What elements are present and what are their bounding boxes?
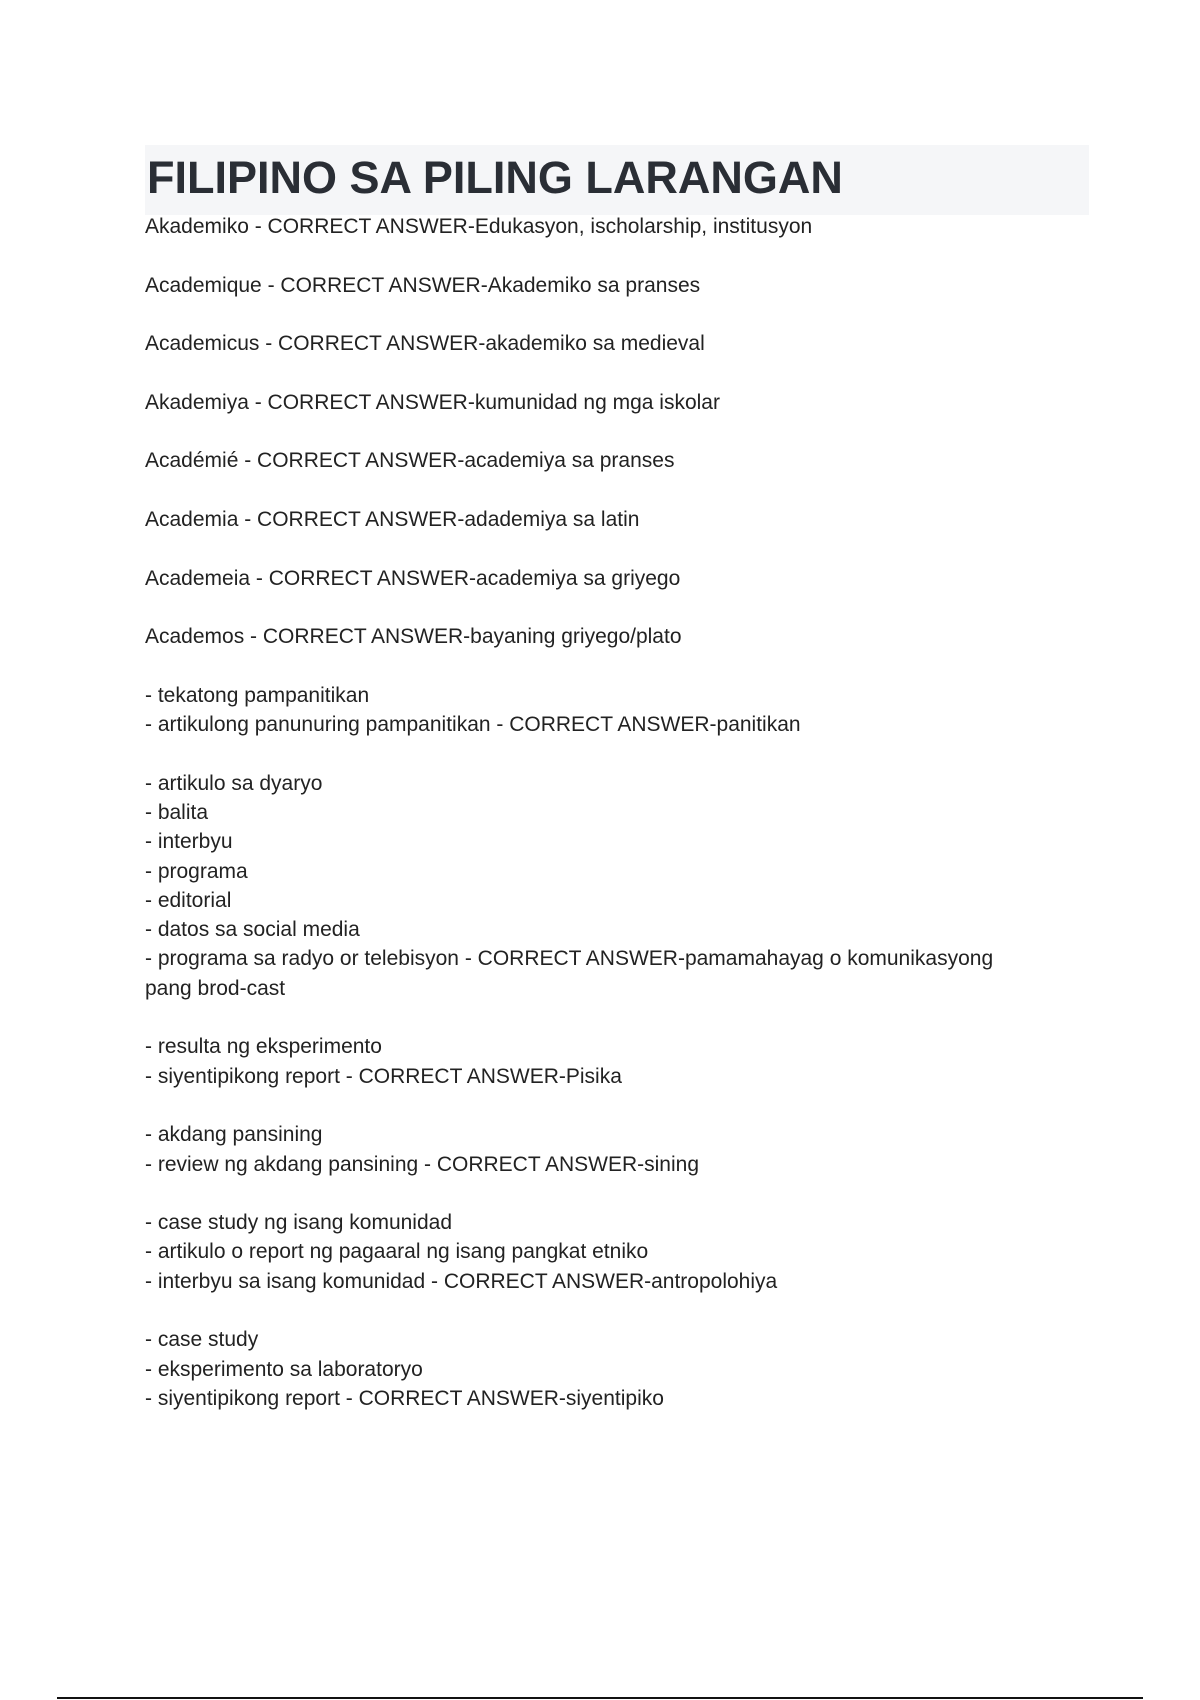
flashcard-line: Akademiya - CORRECT ANSWER-kumunidad ng mga iskolar (145, 390, 720, 414)
flashcard-line: - artikulong panunuring pampanitikan - CORRECT ANSWER-panitikan (145, 713, 801, 737)
flashcard-line: - programa sa radyo or telebisyon - CORRECT ANSWER-pamamahayag o komunikasyong (145, 947, 994, 971)
flashcard-entry (145, 564, 1085, 593)
footer-divider (57, 1697, 1143, 1699)
flashcard-line: Academeia - CORRECT ANSWER-academiya sa griyego (145, 566, 681, 590)
flashcard-entry (145, 329, 1085, 358)
flashcard-line: - siyentipikong report - CORRECT ANSWER-Pisika (145, 1064, 622, 1088)
flashcard-entry (145, 212, 1085, 241)
flashcard-line: Academique - CORRECT ANSWER-Akademiko sa pranses (145, 273, 701, 297)
flashcard-line: - artikulo o report ng pagaaral ng isang pangkat etniko (145, 1240, 649, 1264)
flashcard-line: - resulta ng eksperimento (145, 1035, 382, 1059)
flashcard-line: - eksperimento sa laboratoryo (145, 1357, 423, 1381)
flashcard-line: - artikulo sa dyaryo (145, 771, 323, 795)
flashcard-entry (145, 388, 1085, 417)
flashcard-entry (145, 271, 1085, 300)
flashcard-line: Academicus - CORRECT ANSWER-akademiko sa medieval (145, 332, 705, 356)
flashcard-entry (145, 681, 1085, 740)
flashcard-line: - interbyu sa isang komunidad - CORRECT ANSWER-antropolohiya (145, 1269, 778, 1293)
flashcard-line: - akdang pansining (145, 1123, 323, 1147)
flashcard-entry (145, 505, 1085, 534)
flashcard-line: - tekatong pampanitikan (145, 683, 370, 707)
flashcard-entry (145, 622, 1085, 651)
flashcard-line: - programa (145, 859, 248, 883)
page-title: FILIPINO SA PILING LARANGAN (147, 152, 843, 203)
flashcard-line: Académié - CORRECT ANSWER-academiya sa pranses (145, 449, 675, 473)
flashcard-line: Academos - CORRECT ANSWER-bayaning griyego/plato (145, 625, 682, 649)
flashcard-line: - balita (145, 800, 209, 824)
flashcard-entry (145, 1325, 1085, 1413)
flashcard-entry (145, 769, 1085, 1003)
flashcard-list (145, 212, 1085, 1442)
flashcard-entry (145, 446, 1085, 475)
flashcard-line: Akademiko - CORRECT ANSWER-Edukasyon, ischolarship, institusyon (145, 215, 813, 238)
flashcard-entry (145, 1032, 1085, 1091)
flashcard-line: pang brod-cast (145, 976, 286, 1000)
flashcard-line: - datos sa social media (145, 918, 360, 942)
flashcard-entry (145, 1120, 1085, 1179)
flashcard-line: - siyentipikong report - CORRECT ANSWER-siyentipiko (145, 1386, 664, 1410)
flashcard-line: - review ng akdang pansining - CORRECT ANSWER-sining (145, 1152, 699, 1176)
flashcard-line: Academia - CORRECT ANSWER-adademiya sa latin (145, 507, 640, 531)
flashcard-line: - editorial (145, 888, 232, 912)
flashcard-line: - interbyu (145, 830, 233, 854)
flashcard-line: - case study ng isang komunidad (145, 1211, 453, 1235)
flashcard-line: - case study (145, 1328, 259, 1352)
flashcard-entry (145, 1208, 1085, 1296)
